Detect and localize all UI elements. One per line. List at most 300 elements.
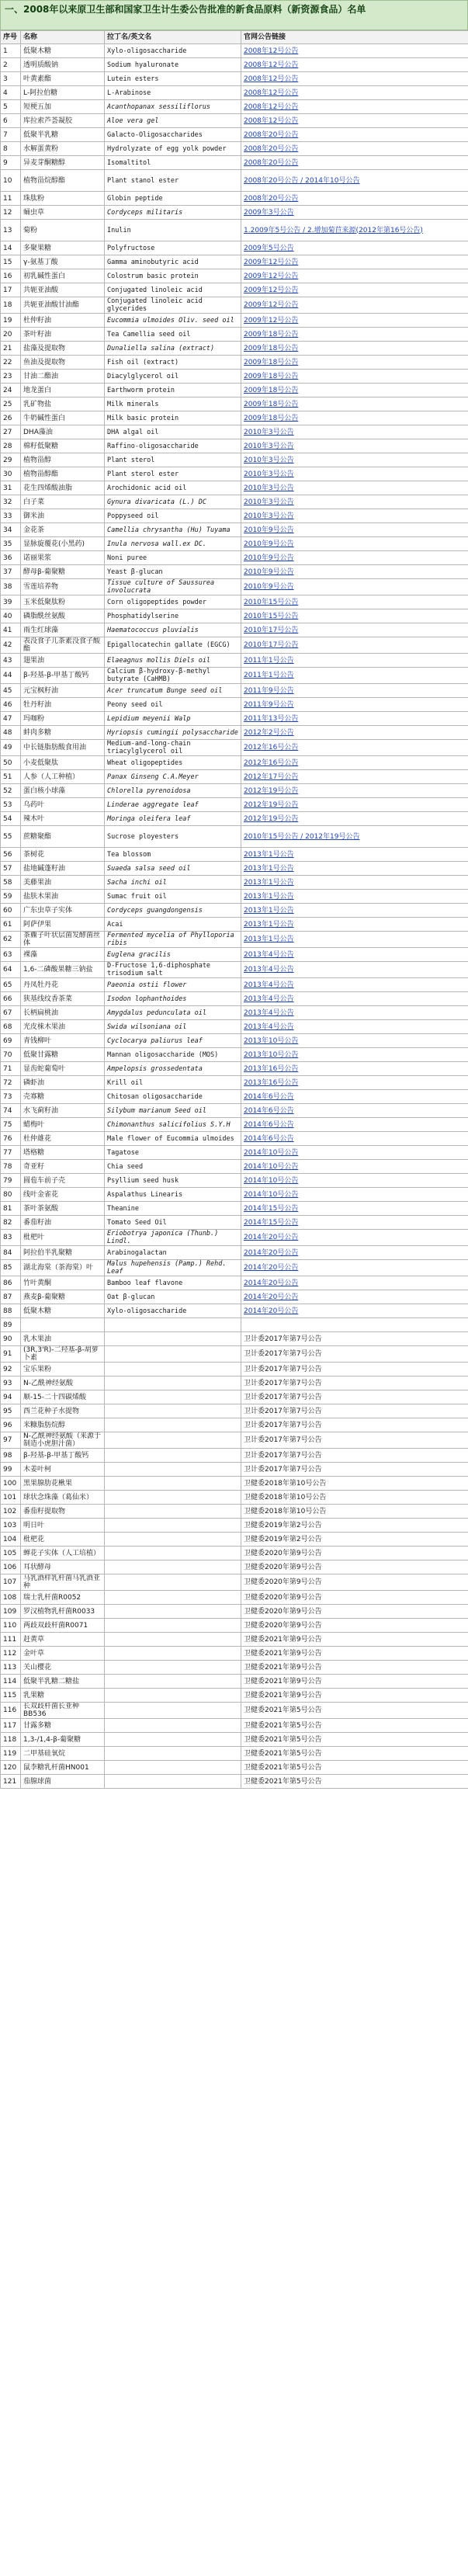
table-row [1,1202,468,1216]
row-announcement-link: 卫健委2021年第5号公告 [241,1719,468,1733]
row-announcement-link[interactable]: 2008年20号公告 / 2014年10号公告 [241,170,468,192]
row-announcement-link[interactable]: 2013年4号公告 [241,1006,468,1020]
row-announcement-link[interactable]: 2012年19号公告 [241,798,468,812]
row-announcement-link: 卫健委2019年第2号公告 [241,1533,468,1547]
row-latin-name [105,1775,241,1789]
table-row [1,1432,468,1449]
row-announcement-link[interactable]: 2008年12号公告 [241,114,468,128]
row-index: 69 [1,1034,21,1048]
row-announcement-link: 卫健委2020年第9号公告 [241,1619,468,1633]
row-index: 54 [1,812,21,826]
row-latin-name: Cordyceps guangdongensis [105,904,241,918]
table-row [1,495,468,509]
row-name: 茶树花 [21,848,105,862]
table-row [1,128,468,142]
row-index: 94 [1,1390,21,1404]
row-name: 壳寡糖 [21,1090,105,1104]
row-index: 91 [1,1346,21,1363]
table-row [1,1363,468,1377]
header-announcement: 官网公告链接 [241,31,468,44]
row-announcement-link[interactable]: 2013年10号公告 [241,1034,468,1048]
row-name: 瑞士乳杆菌R0052 [21,1591,105,1605]
row-name: 乳矿物盐 [21,398,105,411]
row-announcement-link[interactable]: 2008年20号公告 [241,142,468,156]
row-name: 牡丹籽油 [21,698,105,712]
row-announcement-link[interactable]: 2013年10号公告 [241,1048,468,1062]
table-row [1,948,468,962]
row-latin-name: Arochidonic acid oil [105,481,241,495]
table-row [1,1775,468,1789]
row-name: 二甲基硅氧烷 [21,1747,105,1761]
row-announcement-link[interactable]: 2010年3号公告 [241,509,468,523]
row-name: 1,3-/1,4-β-葡聚糖 [21,1733,105,1747]
row-name: 库拉索芦荟凝胶 [21,114,105,128]
table-row [1,654,468,668]
row-announcement-link[interactable]: 2013年1号公告 [241,876,468,890]
row-index: 59 [1,890,21,904]
row-name: 棉籽低聚糖 [21,439,105,453]
row-announcement-link[interactable]: 2013年1号公告 [241,848,468,862]
row-index: 44 [1,668,21,684]
table-row [1,1703,468,1719]
table-row [1,756,468,770]
row-announcement-link[interactable]: 2012年2号公告 [241,726,468,740]
row-announcement-link[interactable]: 2012年19号公告 [241,812,468,826]
row-index: 1 [1,44,21,58]
row-announcement-link[interactable]: 2009年18号公告 [241,342,468,356]
row-announcement-link[interactable]: 2009年18号公告 [241,384,468,398]
row-announcement-link: 卫健委2021年第9号公告 [241,1689,468,1703]
row-announcement-link[interactable]: 2009年18号公告 [241,411,468,425]
row-announcement-link[interactable]: 2014年20号公告 [241,1246,468,1260]
row-announcement-link[interactable]: 2014年10号公告 [241,1174,468,1188]
table-row [1,1076,468,1090]
row-announcement-link[interactable]: 2014年20号公告 [241,1230,468,1246]
header-index: 序号 [1,31,21,44]
table-row [1,579,468,595]
row-announcement-link[interactable]: 2014年10号公告 [241,1160,468,1174]
row-name: 水解蛋黄粉 [21,142,105,156]
row-announcement-link[interactable]: 2010年9号公告 [241,551,468,565]
row-latin-name: Polyfructose [105,241,241,255]
header-latin-name: 拉丁名/英文名 [105,31,241,44]
row-name: β-羟基-β-甲基丁酸钙 [21,1449,105,1463]
row-index: 50 [1,756,21,770]
row-announcement-link[interactable]: 2014年20号公告 [241,1276,468,1290]
table-row [1,467,468,481]
row-announcement-link[interactable]: 2013年4号公告 [241,1020,468,1034]
row-latin-name: Hydrolyzate of egg yolk powder [105,142,241,156]
row-name: 番茄籽油 [21,1216,105,1230]
table-row [1,637,468,654]
row-index: 34 [1,523,21,537]
row-latin-name: Lepidium meyenii Walp [105,712,241,726]
row-latin-name: Conjugated linoleic acid [105,283,241,297]
row-announcement-link[interactable]: 2010年15号公告 [241,609,468,623]
table-row [1,1647,468,1661]
row-index: 63 [1,948,21,962]
row-name: 圆苞车前子壳 [21,1174,105,1188]
row-index: 79 [1,1174,21,1188]
row-latin-name: Paeonia ostii flower [105,978,241,992]
row-name: 狭基线纹香茶菜 [21,992,105,1006]
row-announcement-link[interactable]: 2008年12号公告 [241,72,468,86]
row-latin-name: Chitosan oligosaccharide [105,1090,241,1104]
table-row [1,740,468,756]
row-announcement-link[interactable]: 2010年9号公告 [241,523,468,537]
row-announcement-link[interactable]: 2012年16号公告 [241,740,468,756]
row-latin-name: Linderae aggregate leaf [105,798,241,812]
row-latin-name: Corn oligopeptides powder [105,595,241,609]
row-announcement-link[interactable]: 2013年4号公告 [241,978,468,992]
row-name: 明日叶 [21,1519,105,1533]
table-row [1,1747,468,1761]
row-latin-name: Chlorella pyrenoidosa [105,784,241,798]
row-announcement-link[interactable]: 2014年10号公告 [241,1188,468,1202]
row-announcement-link[interactable]: 2010年9号公告 [241,537,468,551]
table-row [1,425,468,439]
row-index: 37 [1,565,21,579]
row-name: 蚌肉多糖 [21,726,105,740]
header-name: 名称 [21,31,105,44]
row-name: 元宝枫籽油 [21,684,105,698]
row-latin-name: Tea Camellia seed oil [105,328,241,342]
row-index: 19 [1,314,21,328]
row-index: 11 [1,192,21,206]
row-announcement-link: 卫计委2017年第7号公告 [241,1363,468,1377]
row-announcement-link[interactable]: 2009年12号公告 [241,269,468,283]
table-row [1,1034,468,1048]
row-latin-name: Chimonanthus salicifolius S.Y.H [105,1118,241,1132]
row-latin-name: Oat β-glucan [105,1290,241,1304]
row-announcement-link[interactable]: 2008年12号公告 [241,100,468,114]
table-row [1,439,468,453]
row-latin-name: Raffino-oligosaccharide [105,439,241,453]
row-name: 小麦低聚肽 [21,756,105,770]
row-name: 枇杷花 [21,1533,105,1547]
row-latin-name: Eriobotrya japonica (Thunb.) Lindl. [105,1230,241,1246]
row-announcement-link[interactable]: 2011年1号公告 [241,654,468,668]
row-announcement-link[interactable]: 2010年15号公告 / 2012年19号公告 [241,826,468,848]
row-index: 74 [1,1104,21,1118]
row-index: 60 [1,904,21,918]
row-announcement-link[interactable]: 2009年18号公告 [241,328,468,342]
row-name: 表没食子儿茶素没食子酸酯 [21,637,105,654]
row-index: 114 [1,1675,21,1689]
row-announcement-link[interactable]: 2009年18号公告 [241,370,468,384]
row-index: 84 [1,1246,21,1260]
table-row [1,668,468,684]
row-name: 甘露多糖 [21,1719,105,1733]
row-announcement-link[interactable]: 2009年12号公告 [241,255,468,269]
table-row [1,798,468,812]
table-row [1,44,468,58]
row-announcement-link[interactable]: 2008年12号公告 [241,86,468,100]
table-row [1,1332,468,1346]
row-index: 108 [1,1591,21,1605]
row-announcement-link[interactable]: 2008年20号公告 [241,128,468,142]
table-row [1,453,468,467]
row-announcement-link[interactable]: 2014年6号公告 [241,1104,468,1118]
row-latin-name: Galacto-Oligosaccharides [105,128,241,142]
row-announcement-link[interactable]: 2010年17号公告 [241,623,468,637]
row-name: 球状念珠藻（葛仙米） [21,1491,105,1505]
row-index: 83 [1,1230,21,1246]
row-latin-name: Elaeagnus mollis Diels oil [105,654,241,668]
row-name: 蛋白核小球藻 [21,784,105,798]
row-name: 水飞蓟籽油 [21,1104,105,1118]
row-announcement-link[interactable]: 2012年19号公告 [241,784,468,798]
row-name: 番茄籽提取物 [21,1505,105,1519]
row-name: 御米油 [21,509,105,523]
row-announcement-link[interactable]: 2014年15号公告 [241,1216,468,1230]
row-latin-name [105,1346,241,1363]
row-name: 共轭亚油酸 [21,283,105,297]
row-index: 47 [1,712,21,726]
row-name: 牛奶碱性蛋白 [21,411,105,425]
row-index: 78 [1,1160,21,1174]
row-index: 112 [1,1647,21,1661]
row-index: 30 [1,467,21,481]
row-announcement-link[interactable]: 2014年20号公告 [241,1260,468,1276]
row-announcement-link[interactable]: 2010年3号公告 [241,495,468,509]
header-row [1,31,468,44]
row-announcement-link[interactable]: 2010年3号公告 [241,439,468,453]
row-announcement-link[interactable]: 2010年9号公告 [241,579,468,595]
row-latin-name: Xylo-oligosaccharide [105,44,241,58]
row-latin-name [105,1574,241,1591]
row-announcement-link[interactable]: 2014年10号公告 [241,1146,468,1160]
row-name: N-乙酰神经氨酸（来源于制造小虎胆汁菌） [21,1432,105,1449]
row-index: 72 [1,1076,21,1090]
row-name: 盐藻及提取物 [21,342,105,356]
row-index: 16 [1,269,21,283]
row-latin-name: Globin peptide [105,192,241,206]
row-latin-name: Malus hupehensis (Pamp.) Rehd. Leaf [105,1260,241,1276]
row-index: 24 [1,384,21,398]
table-row [1,1418,468,1432]
row-index: 38 [1,579,21,595]
row-announcement-link[interactable]: 2013年1号公告 [241,862,468,876]
table-row [1,509,468,523]
row-index: 68 [1,1020,21,1034]
row-index: 49 [1,740,21,756]
row-announcement-link[interactable]: 2013年4号公告 [241,948,468,962]
row-name: 玛咖粉 [21,712,105,726]
table-row [1,1290,468,1304]
row-announcement-link[interactable]: 2010年3号公告 [241,481,468,495]
table-row [1,86,468,100]
table-row [1,962,468,978]
row-announcement-link[interactable]: 2014年20号公告 [241,1290,468,1304]
table-row [1,1733,468,1747]
row-latin-name: Sucrose ployesters [105,826,241,848]
row-name: 裸藻 [21,948,105,962]
row-announcement-link: 卫健委2019年第2号公告 [241,1519,468,1533]
row-announcement-link[interactable]: 2013年4号公告 [241,992,468,1006]
row-announcement-link[interactable]: 2014年20号公告 [241,1304,468,1318]
row-latin-name: Theanine [105,1202,241,1216]
row-latin-name: Colostrum basic protein [105,269,241,283]
row-latin-name: Eucommia ulmoides Oliv. seed oil [105,314,241,328]
row-announcement-link[interactable]: 2009年18号公告 [241,356,468,370]
row-latin-name [105,1633,241,1647]
row-latin-name: Acanthopanax sessiliflorus [105,100,241,114]
table-row [1,297,468,314]
row-announcement-link[interactable]: 2013年1号公告 [241,932,468,948]
row-index: 51 [1,770,21,784]
row-announcement-link[interactable]: 2010年17号公告 [241,637,468,654]
row-announcement-link[interactable]: 2014年6号公告 [241,1118,468,1132]
row-name: 茄腺球菌 [21,1775,105,1789]
table-row [1,551,468,565]
row-announcement-link[interactable]: 2013年4号公告 [241,962,468,978]
row-index: 15 [1,255,21,269]
table-row [1,206,468,220]
row-latin-name: Dunaliella salina (extract) [105,342,241,356]
row-latin-name [105,1463,241,1477]
row-index: 96 [1,1418,21,1432]
row-name: 鼠李糖乳杆菌HN001 [21,1761,105,1775]
row-latin-name: Medium-and-long-chain triacylglycerol oil [105,740,241,756]
row-name: 光皮梾木果油 [21,1020,105,1034]
row-name: 蜡梅叶 [21,1118,105,1132]
row-name: 赶黄草 [21,1633,105,1647]
row-index: 12 [1,206,21,220]
row-announcement-link[interactable]: 2013年1号公告 [241,904,468,918]
row-index: 101 [1,1491,21,1505]
table-row [1,314,468,328]
row-announcement-link[interactable]: 2014年6号公告 [241,1132,468,1146]
row-announcement-link[interactable]: 2008年20号公告 [241,192,468,206]
row-announcement-link[interactable]: 2011年13号公告 [241,712,468,726]
row-index: 92 [1,1363,21,1377]
table-row [1,1188,468,1202]
row-latin-name: Plant sterol [105,453,241,467]
row-latin-name: Cordyceps militaris [105,206,241,220]
row-latin-name: Gynura divaricata (L.) DC [105,495,241,509]
row-announcement-link[interactable]: 2014年6号公告 [241,1090,468,1104]
row-announcement-link: 卫健委2021年第9号公告 [241,1661,468,1675]
row-announcement-link[interactable]: 2011年9号公告 [241,684,468,698]
table-row [1,1547,468,1561]
table-row [1,1533,468,1547]
row-name: 关山樱花 [21,1661,105,1675]
row-name: 蝉花子实体（人工培植） [21,1547,105,1561]
row-announcement-link: 卫健委2020年第9号公告 [241,1591,468,1605]
row-name: 雨生红球藻 [21,623,105,637]
table-row [1,1574,468,1591]
table-row [1,1104,468,1118]
row-index: 67 [1,1006,21,1020]
row-name: DHA藻油 [21,425,105,439]
table-row [1,1605,468,1619]
row-latin-name: Calcium β-hydroxy-β-methyl butyrate (CaHMB) [105,668,241,684]
row-announcement-link[interactable]: 2009年18号公告 [241,398,468,411]
row-latin-name [105,1661,241,1675]
row-latin-name: Wheat oligopeptides [105,756,241,770]
row-index: 107 [1,1574,21,1591]
row-announcement-link[interactable]: 2010年3号公告 [241,425,468,439]
row-latin-name: Camellia chrysantha (Hu) Tuyama [105,523,241,537]
row-index: 26 [1,411,21,425]
row-latin-name: Arabinogalactan [105,1246,241,1260]
table-row [1,241,468,255]
row-latin-name: Amygdalus pedunculata oil [105,1006,241,1020]
row-announcement-link: 卫计委2017年第7号公告 [241,1332,468,1346]
row-announcement-link[interactable]: 2008年12号公告 [241,58,468,72]
row-latin-name [105,1404,241,1418]
row-announcement-link[interactable]: 2009年3号公告 [241,206,468,220]
row-index: 45 [1,684,21,698]
row-announcement-link[interactable]: 2014年15号公告 [241,1202,468,1216]
row-announcement-link[interactable]: 2008年12号公告 [241,44,468,58]
row-name: 两歧双歧杆菌R0071 [21,1619,105,1633]
row-announcement-link[interactable]: 2013年1号公告 [241,890,468,904]
row-announcement-link[interactable]: 2009年12号公告 [241,297,468,314]
row-announcement-link[interactable]: 2013年1号公告 [241,918,468,932]
table-row [1,848,468,862]
row-name: 阿萨伊果 [21,918,105,932]
row-index: 115 [1,1689,21,1703]
row-latin-name: Euglena gracilis [105,948,241,962]
row-announcement-link[interactable]: 2008年20号公告 [241,156,468,170]
row-index: 90 [1,1332,21,1346]
row-announcement-link[interactable]: 2012年16号公告 [241,756,468,770]
row-latin-name: Tagatose [105,1146,241,1160]
table-row [1,565,468,579]
table-row [1,1216,468,1230]
row-announcement-link[interactable]: 2010年3号公告 [241,467,468,481]
row-latin-name: Inula nervosa wall.ex DC. [105,537,241,551]
row-announcement-link[interactable]: 2013年16号公告 [241,1062,468,1076]
row-announcement-link[interactable]: 2009年5号公告 [241,241,468,255]
table-row [1,1591,468,1605]
row-announcement-link[interactable]: 2010年15号公告 [241,595,468,609]
row-index: 13 [1,220,21,241]
table-row [1,1276,468,1290]
row-index: 98 [1,1449,21,1463]
table-row [1,1561,468,1574]
row-name: 花生四烯酸油脂 [21,481,105,495]
row-name: 长柄扁桃油 [21,1006,105,1020]
row-index: 99 [1,1463,21,1477]
row-announcement-link[interactable]: 2010年3号公告 [241,453,468,467]
row-name: 诺丽果浆 [21,551,105,565]
row-index: 104 [1,1533,21,1547]
row-announcement-link[interactable]: 2010年9号公告 [241,565,468,579]
row-announcement-link[interactable]: 2011年1号公告 [241,668,468,684]
row-index: 62 [1,932,21,948]
row-announcement-link[interactable]: 2012年17号公告 [241,770,468,784]
row-name: 辣木叶 [21,812,105,826]
row-announcement-link[interactable]: 2011年9号公告 [241,698,468,712]
table-row [1,890,468,904]
row-index: 119 [1,1747,21,1761]
table-row [1,100,468,114]
row-announcement-link[interactable]: 2013年16号公告 [241,1076,468,1090]
row-index: 102 [1,1505,21,1519]
row-latin-name: Poppyseed oil [105,509,241,523]
row-announcement-link[interactable]: 2009年12号公告 [241,314,468,328]
row-index: 39 [1,595,21,609]
row-announcement-link[interactable]: 1.2009年5号公告 / 2.增加菊苣来源(2012年第16号公告) [241,220,468,241]
row-latin-name: Swida wilsoniana oil [105,1020,241,1034]
row-announcement-link[interactable]: 2009年12号公告 [241,283,468,297]
table-row [1,698,468,712]
row-latin-name [105,1519,241,1533]
row-latin-name [105,1733,241,1747]
